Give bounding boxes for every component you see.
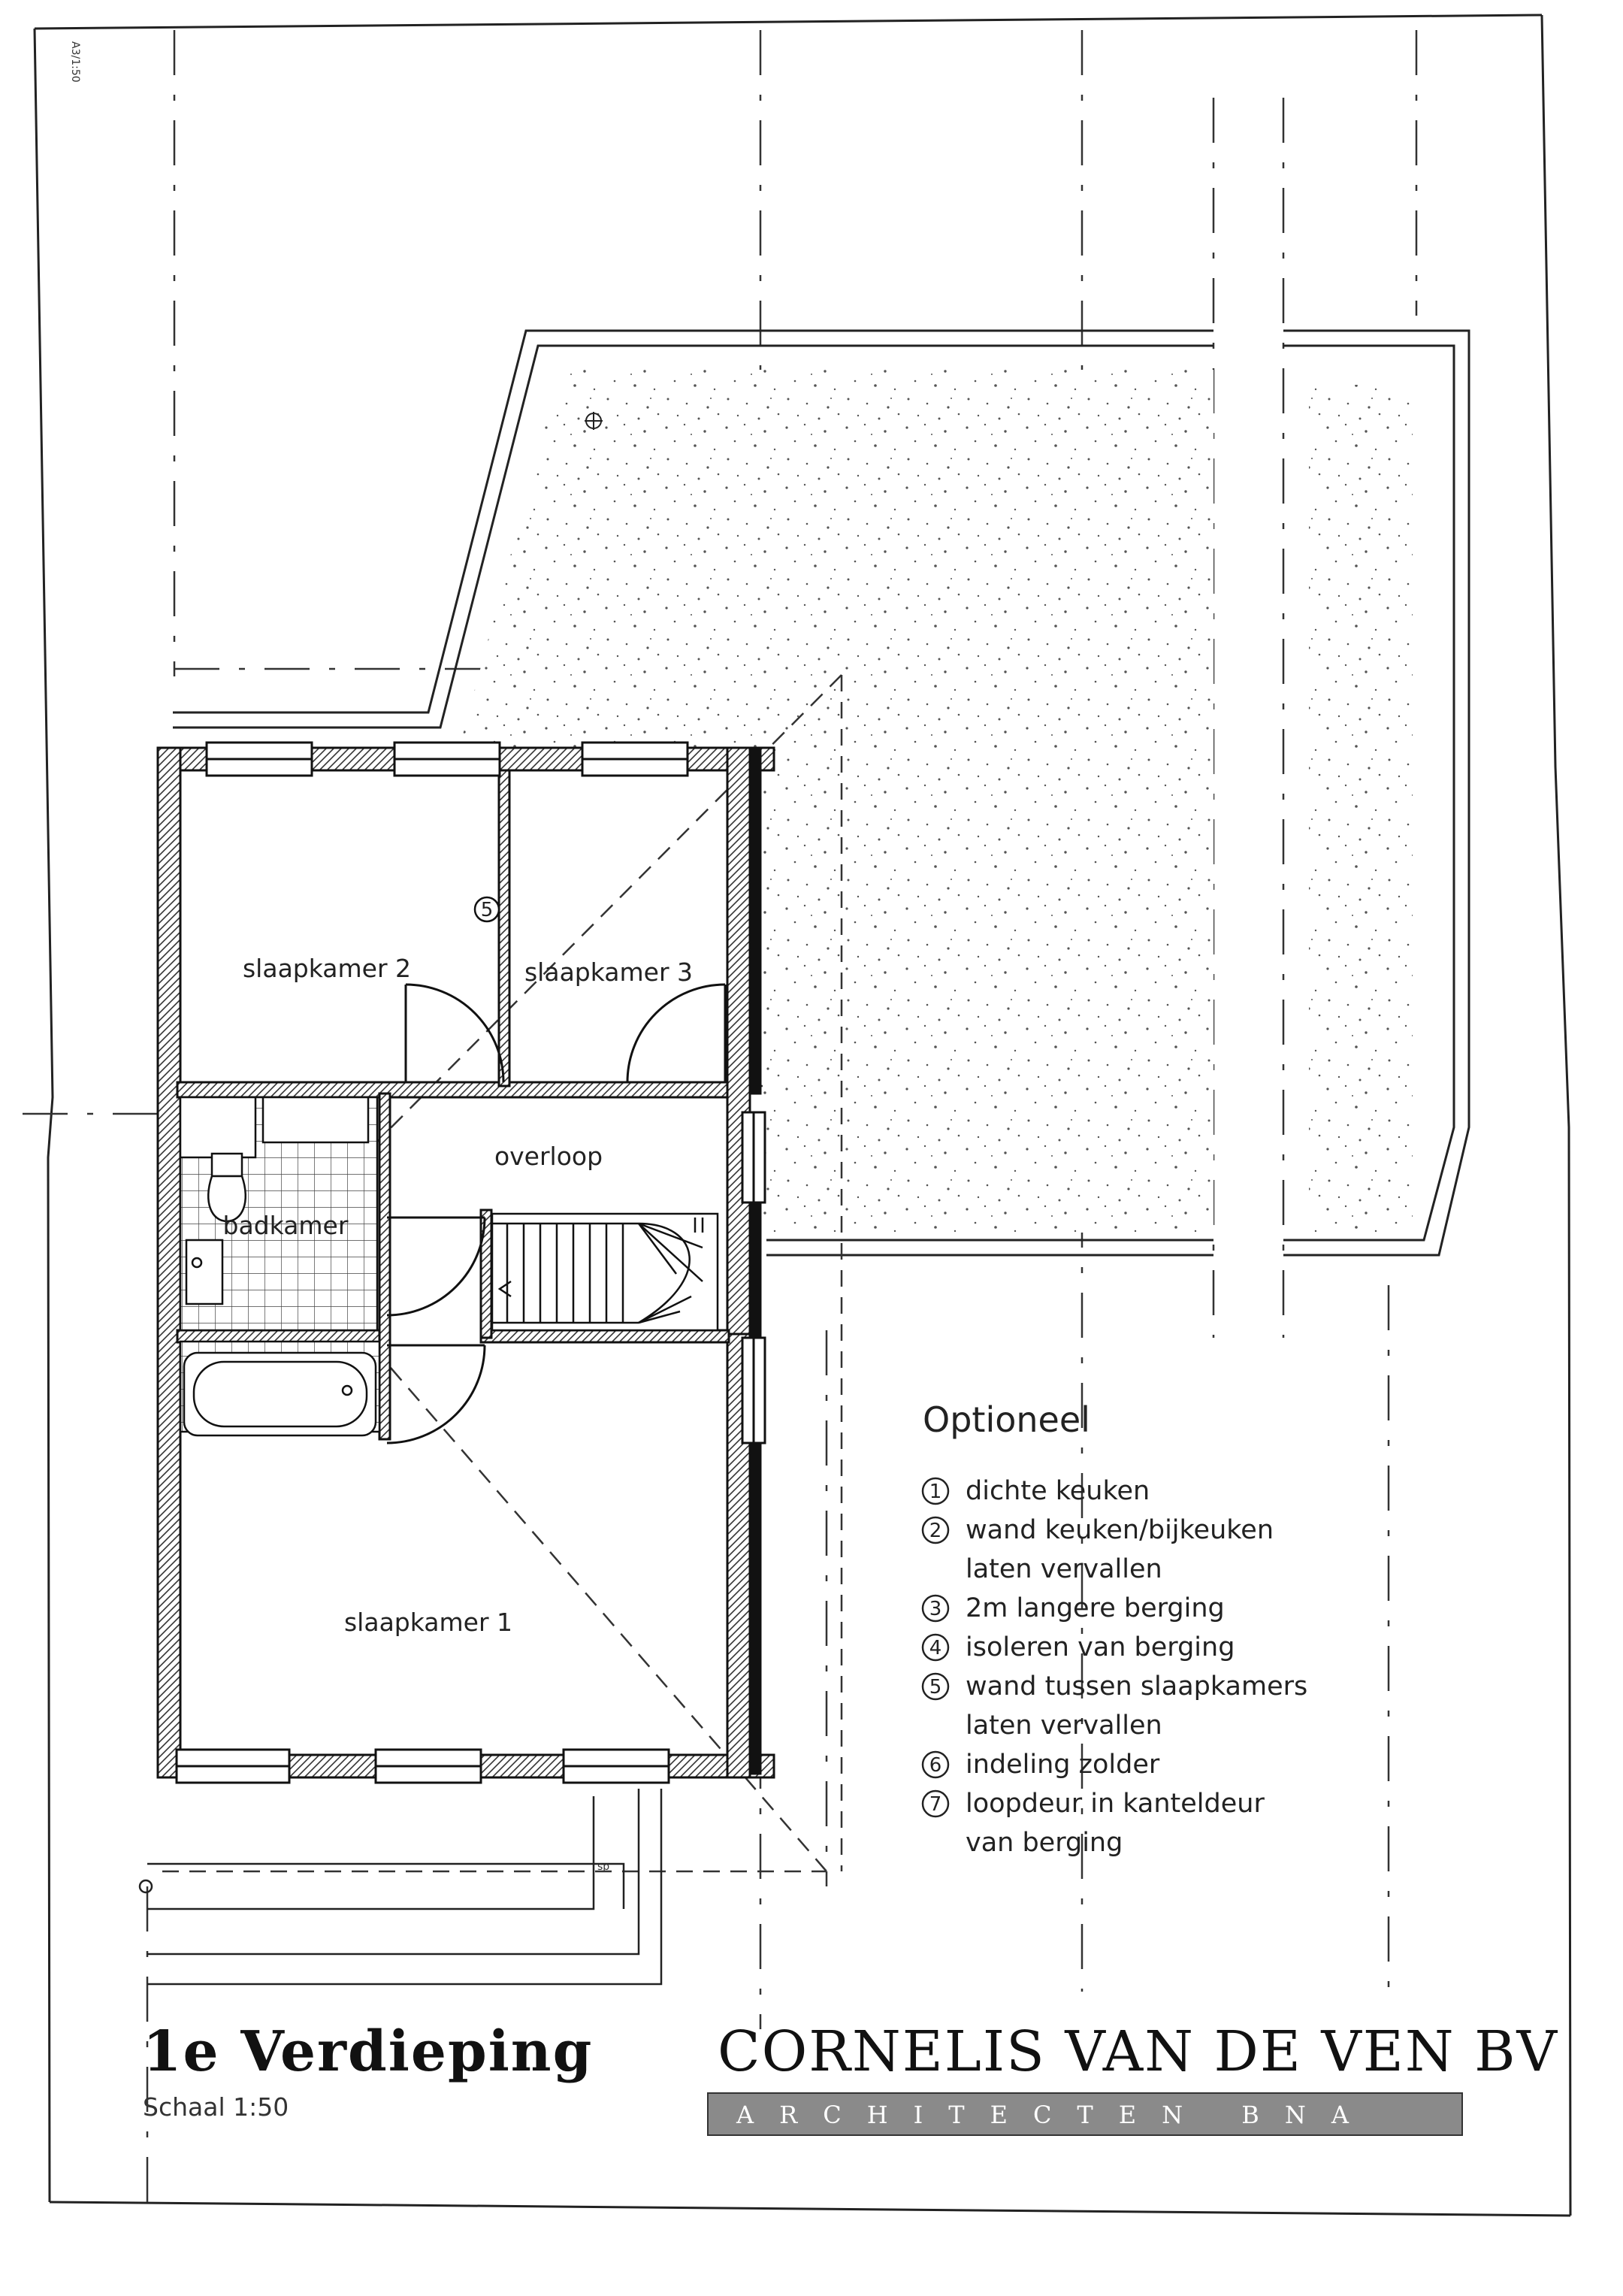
legend-item-text: indeling zolder — [966, 1750, 1160, 1780]
bathroom-fixtures — [180, 1097, 379, 1435]
scale-label: Schaal 1:50 — [143, 2092, 289, 2122]
legend-item-text: van berging — [966, 1828, 1123, 1858]
firm-subtitle: ARCHITECTEN BNA — [736, 2101, 1374, 2129]
firm-name: CORNELIS VAN DE VEN BV — [718, 2019, 1558, 2084]
margin-note: A3/1:50 — [69, 41, 81, 83]
legend-number: 6 — [929, 1754, 942, 1777]
legend-item-text: loopdeur in kanteldeur — [966, 1789, 1265, 1819]
legend-item-text: 2m langere berging — [966, 1593, 1225, 1623]
legend-items — [923, 1476, 1307, 1858]
wall-marker-number: 5 — [480, 899, 494, 921]
sill-lines — [140, 1789, 661, 1984]
legend-number: 4 — [929, 1637, 942, 1659]
legend-item-text: laten vervallen — [966, 1554, 1162, 1584]
legend-number: 7 — [929, 1793, 942, 1816]
legend-number: 3 — [929, 1598, 942, 1620]
stair — [492, 1214, 718, 1330]
legend — [923, 1399, 1307, 1858]
room-label-slaapkamer-2: slaapkamer 2 — [242, 954, 412, 983]
room-label-slaapkamer-1: slaapkamer 1 — [343, 1608, 513, 1637]
legend-item-text: laten vervallen — [966, 1711, 1162, 1741]
legend-title: Optioneel — [923, 1399, 1090, 1440]
legend-number: 1 — [929, 1481, 942, 1503]
wall-marker — [475, 897, 499, 921]
room-label-overloop: overloop — [494, 1142, 603, 1171]
legend-item-text: isoleren van berging — [966, 1632, 1235, 1662]
legend-item-text: wand tussen slaapkamers — [966, 1671, 1308, 1702]
sill-note: sp — [597, 1861, 610, 1873]
legend-number: 5 — [929, 1676, 942, 1699]
legend-item-text: dichte keuken — [966, 1476, 1150, 1506]
legend-item-text: wand keuken/bijkeuken — [966, 1515, 1274, 1545]
floor-title: 1e Verdieping — [143, 2019, 594, 2084]
room-label-slaapkamer-3: slaapkamer 3 — [524, 957, 694, 987]
room-label-badkamer: badkamer — [222, 1211, 349, 1240]
legend-number: 2 — [929, 1520, 942, 1542]
